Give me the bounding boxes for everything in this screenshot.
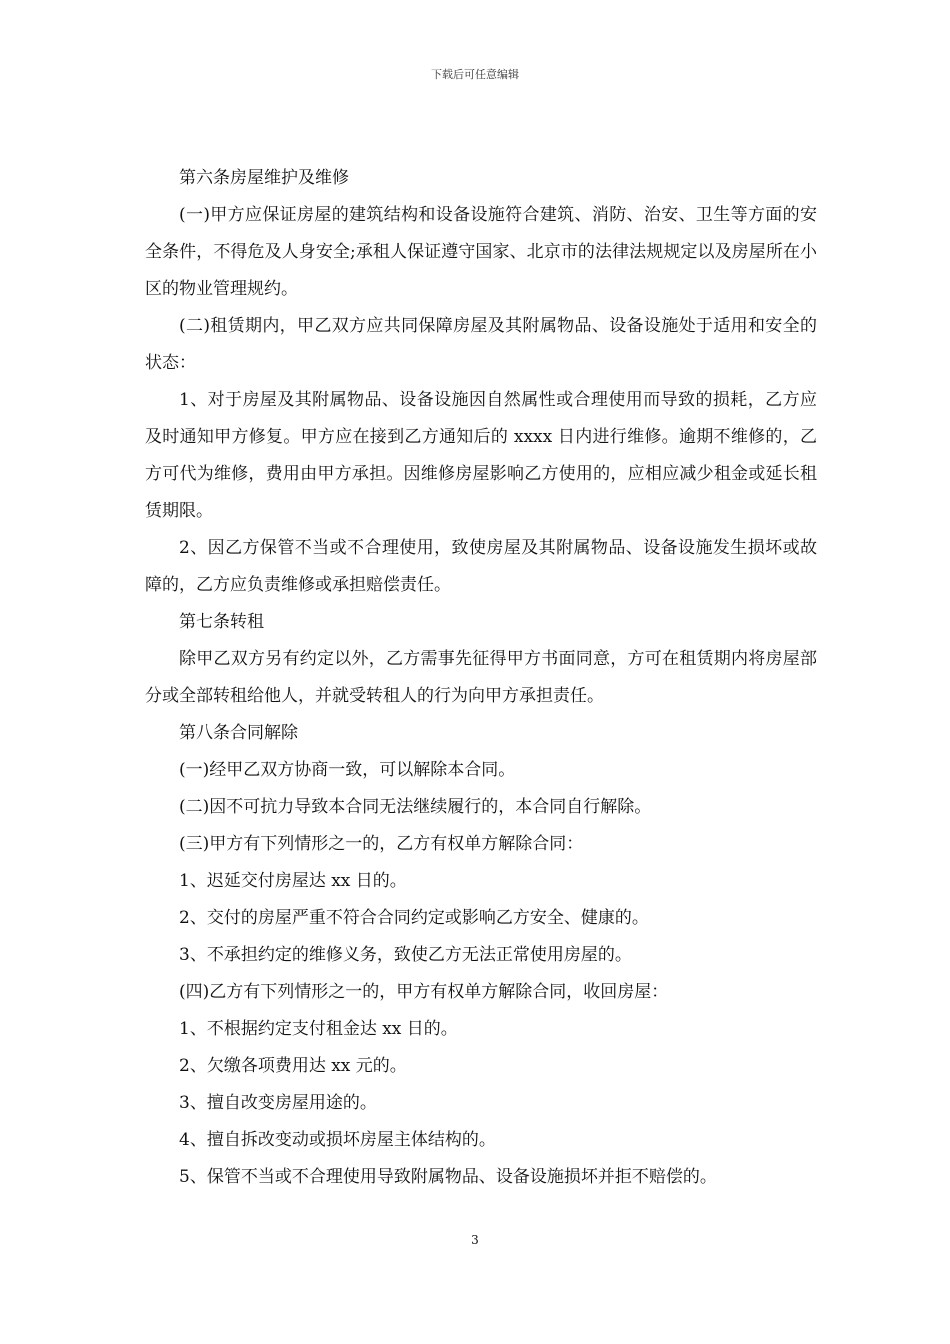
page-number: 3 xyxy=(471,1233,479,1247)
list-item: 2、欠缴各项费用达 xx 元的。 xyxy=(179,1056,407,1076)
paragraph: (四)乙方有下列情形之一的，甲方有权单方解除合同，收回房屋： xyxy=(179,982,669,1002)
article-6-heading: 第六条房屋维护及维修 xyxy=(179,168,349,188)
paragraph: (一)甲方应保证房屋的建筑结构和设备设施符合建筑、消防、治安、卫生等方面的安全条件，不得危及人身安全;承租人保证遵守国家、北京市的法律法规规定以及房屋所在小区的物业管理规约。 xyxy=(145,205,817,299)
list-item: 4、擅自拆改变动或损坏房屋主体结构的。 xyxy=(179,1130,496,1150)
paragraph: (二)租赁期内，甲乙双方应共同保障房屋及其附属物品、设备设施处于适用和安全的状态： xyxy=(145,316,817,373)
paragraph: 除甲乙双方另有约定以外，乙方需事先征得甲方书面同意，方可在租赁期内将房屋部分或全部转租给他人，并就受转租人的行为向甲方承担责任。 xyxy=(145,649,817,706)
list-item: 3、擅自改变房屋用途的。 xyxy=(179,1093,377,1113)
article-8-heading: 第八条合同解除 xyxy=(179,723,298,743)
paragraph: 1、对于房屋及其附属物品、设备设施因自然属性或合理使用而导致的损耗，乙方应及时通知甲方修复。甲方应在接到乙方通知后的 xxxx 日内进行维修。逾期不维修的，乙方可代为维修，费用由甲方承担。因维修房屋影响乙方使用的，应相应减少租金或延长租赁期限。 xyxy=(145,390,817,521)
header-note: 下载后可任意编辑 xyxy=(431,68,519,81)
document-body xyxy=(145,160,817,1196)
list-item: 2、交付的房屋严重不符合合同约定或影响乙方安全、健康的。 xyxy=(179,908,649,928)
paragraph: (二)因不可抗力导致本合同无法继续履行的，本合同自行解除。 xyxy=(179,797,652,817)
list-item: 5、保管不当或不合理使用导致附属物品、设备设施损坏并拒不赔偿的。 xyxy=(179,1167,717,1187)
list-item: 1、迟延交付房屋达 xx 日的。 xyxy=(179,871,407,891)
paragraph: 2、因乙方保管不当或不合理使用，致使房屋及其附属物品、设备设施发生损坏或故障的，乙方应负责维修或承担赔偿责任。 xyxy=(145,538,817,595)
list-item: 1、不根据约定支付租金达 xx 日的。 xyxy=(179,1019,458,1039)
list-item: 3、不承担约定的维修义务，致使乙方无法正常使用房屋的。 xyxy=(179,945,632,965)
paragraph: (三)甲方有下列情形之一的，乙方有权单方解除合同： xyxy=(179,834,584,854)
article-7-heading: 第七条转租 xyxy=(179,612,264,632)
paragraph: (一)经甲乙双方协商一致，可以解除本合同。 xyxy=(179,760,516,780)
